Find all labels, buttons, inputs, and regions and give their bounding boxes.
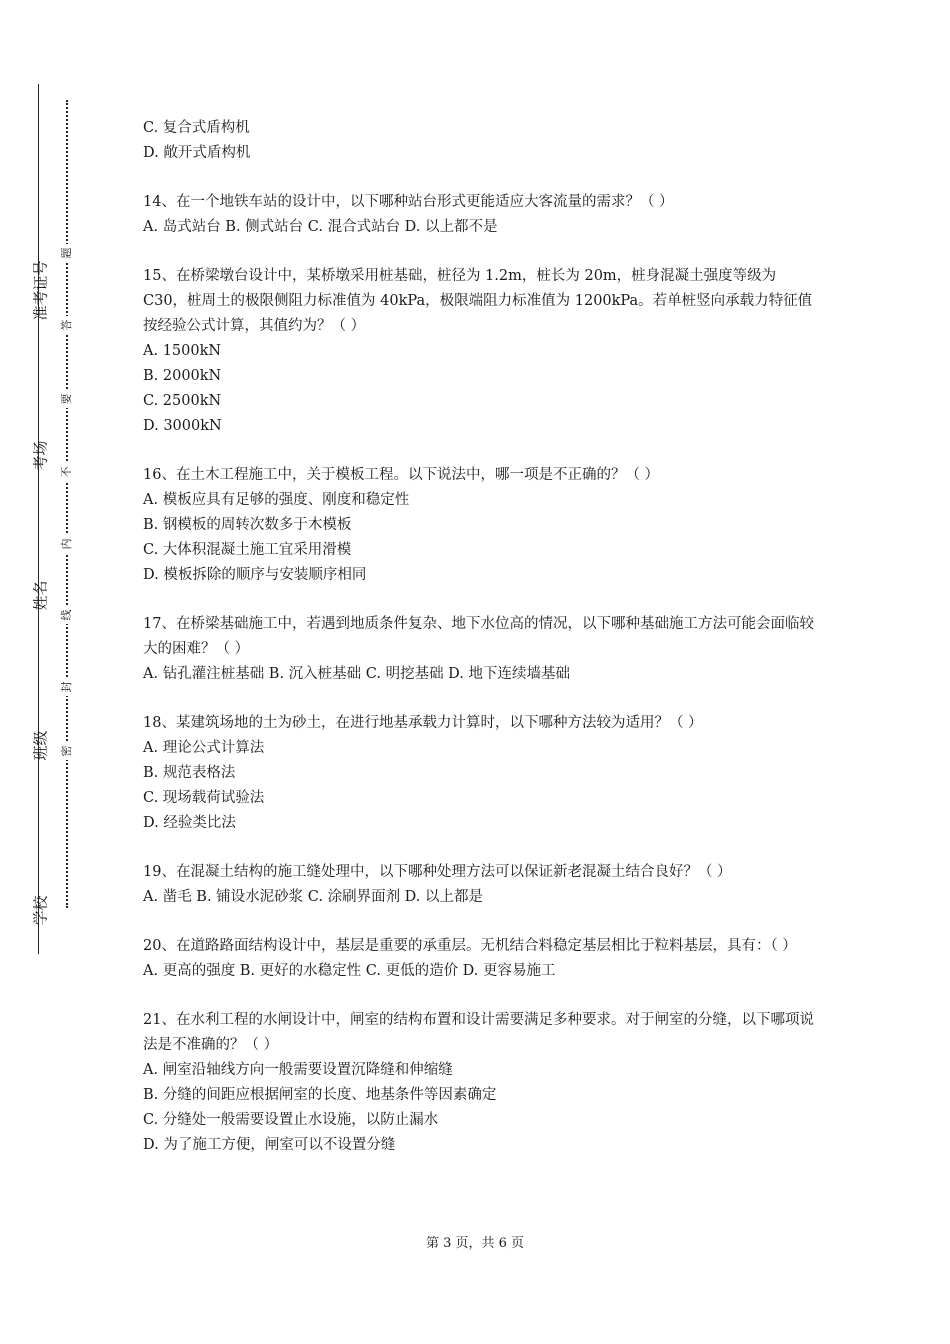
seal-char: 题 bbox=[58, 244, 76, 262]
option: A. 模板应具有足够的强度、刚度和稳定性 bbox=[143, 492, 410, 508]
margin-label-school: 学校 bbox=[31, 895, 50, 926]
seal-char: 线 bbox=[58, 606, 76, 624]
question-19 bbox=[143, 860, 823, 910]
question-14 bbox=[143, 190, 823, 240]
option: C. 现场载荷试验法 bbox=[143, 790, 265, 806]
option: D. 敞开式盾构机 bbox=[143, 145, 251, 161]
question-stem: 20、在道路路面结构设计中，基层是重要的承重层。无机结合料稳定基层相比于粒料基层，具有：（ ） bbox=[143, 938, 797, 954]
seal-dotted-line bbox=[66, 100, 68, 908]
question-20 bbox=[143, 934, 823, 984]
inline-options: A. 岛式站台 B. 侧式站台 C. 混合式站台 D. 以上都不是 bbox=[143, 219, 498, 235]
option: B. 规范表格法 bbox=[143, 765, 236, 781]
binding-margin bbox=[0, 0, 110, 1344]
seal-char: 要 bbox=[58, 390, 76, 408]
margin-label-name: 姓名 bbox=[31, 580, 50, 611]
margin-label-exam-room: 考场 bbox=[31, 440, 50, 471]
option: A. 1500kN bbox=[143, 343, 222, 359]
option: D. 经验类比法 bbox=[143, 815, 236, 831]
seal-char: 密 bbox=[58, 742, 76, 760]
option: B. 钢模板的周转次数多于木模板 bbox=[143, 517, 352, 533]
option: C. 复合式盾构机 bbox=[143, 120, 250, 136]
seal-char: 内 bbox=[58, 535, 76, 553]
inline-options: A. 钻孔灌注桩基础 B. 沉入桩基础 C. 明挖基础 D. 地下连续墙基础 bbox=[143, 666, 571, 682]
option: C. 2500kN bbox=[143, 393, 222, 409]
option: D. 模板拆除的顺序与安装顺序相同 bbox=[143, 567, 367, 583]
question-stem: 15、在桥梁墩台设计中，某桥墩采用桩基础，桩径为 1.2m，桩长为 20m，桩身混凝土强度等级为 C30，桩周土的极限侧阻力标准值为 40kPa，极限端阻力标准值为 1200kPa。若单桩竖向承载力特征值按经验公式计算，其值约为？（ ） bbox=[143, 268, 813, 334]
margin-label-exam-number: 准考证号 bbox=[31, 260, 50, 321]
margin-solid-line bbox=[38, 84, 39, 954]
seal-char: 不 bbox=[58, 463, 76, 481]
question-stem: 14、在一个地铁车站的设计中，以下哪种站台形式更能适应大客流量的需求？（ ） bbox=[143, 194, 674, 210]
question-17 bbox=[143, 612, 823, 687]
margin-label-class: 班级 bbox=[31, 730, 50, 761]
question-continuation bbox=[143, 116, 823, 166]
question-stem: 18、某建筑场地的土为砂土，在进行地基承载力计算时，以下哪种方法较为适用？（ ） bbox=[143, 715, 703, 731]
question-stem: 17、在桥梁基础施工中，若遇到地质条件复杂、地下水位高的情况，以下哪种基础施工方法可能会面临较大的困难？（ ） bbox=[143, 616, 814, 657]
question-stem: 21、在水利工程的水闸设计中，闸室的结构布置和设计需要满足多种要求。对于闸室的分缝，以下哪项说法是不准确的？（ ） bbox=[143, 1012, 814, 1053]
option: C. 分缝处一般需要设置止水设施，以防止漏水 bbox=[143, 1112, 439, 1128]
inline-options: A. 更高的强度 B. 更好的水稳定性 C. 更低的造价 D. 更容易施工 bbox=[143, 963, 556, 979]
option: C. 大体积混凝土施工宜采用滑模 bbox=[143, 542, 352, 558]
option: B. 分缝的间距应根据闸室的长度、地基条件等因素确定 bbox=[143, 1087, 497, 1103]
option: A. 理论公式计算法 bbox=[143, 740, 265, 756]
page-footer: 第 3 页，共 6 页 bbox=[425, 1236, 525, 1251]
option: B. 2000kN bbox=[143, 368, 222, 384]
question-stem: 16、在土木工程施工中，关于模板工程。以下说法中，哪一项是不正确的？（ ） bbox=[143, 467, 660, 483]
option: D. 为了施工方便，闸室可以不设置分缝 bbox=[143, 1137, 396, 1153]
inline-options: A. 凿毛 B. 铺设水泥砂浆 C. 涂刷界面剂 D. 以上都是 bbox=[143, 889, 484, 905]
option: A. 闸室沿轴线方向一般需要设置沉降缝和伸缩缝 bbox=[143, 1062, 453, 1078]
question-15 bbox=[143, 264, 823, 439]
option: D. 3000kN bbox=[143, 418, 222, 434]
seal-char: 答 bbox=[58, 316, 76, 334]
question-16 bbox=[143, 463, 823, 588]
exam-content bbox=[143, 116, 823, 1182]
question-stem: 19、在混凝土结构的施工缝处理中，以下哪种处理方法可以保证新老混凝土结合良好？（ ） bbox=[143, 864, 732, 880]
seal-char: 封 bbox=[58, 678, 76, 696]
question-18 bbox=[143, 711, 823, 836]
question-21 bbox=[143, 1008, 823, 1158]
